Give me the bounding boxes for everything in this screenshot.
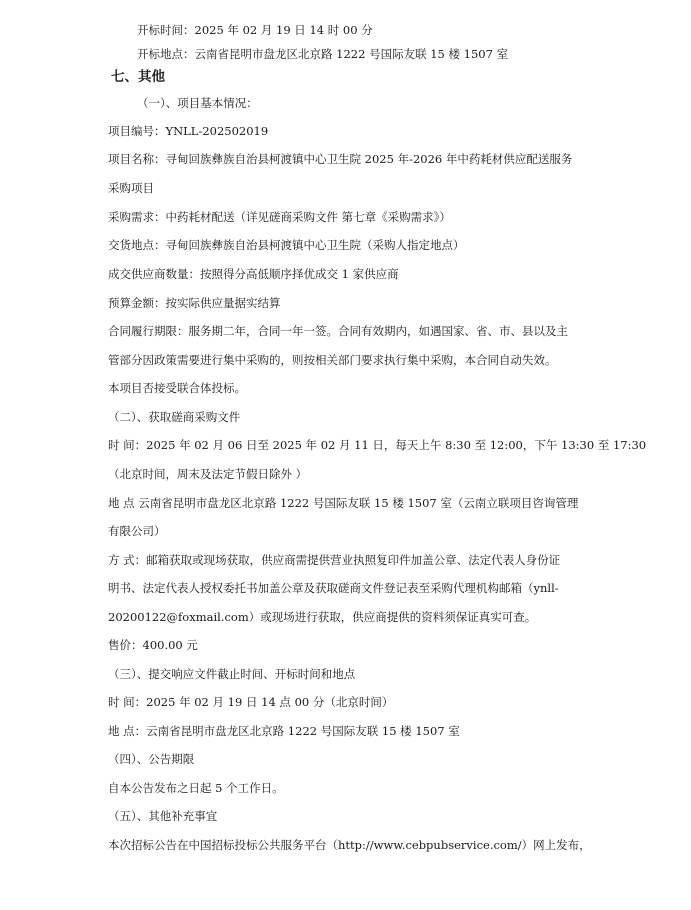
paragraph-line: 本项目否接受联合体投标。 [108, 381, 246, 395]
paragraph-line: 地 点：云南省昆明市盘龙区北京路 1222 号国际友联 15 楼 1507 室 [108, 724, 460, 738]
paragraph-line: 时 间：2025 年 02 月 19 日 14 点 00 分（北京时间） [108, 695, 394, 709]
paragraph-line: 采购项目 [108, 181, 154, 195]
section-heading: 七、其他 [111, 69, 165, 85]
paragraph-line: 合同履行期限：服务期二年，合同一年一签。合同有效期内，如遇国家、省、市、县以及主 [108, 324, 568, 338]
paragraph-line: 交货地点：寻甸回族彝族自治县柯渡镇中心卫生院（采购人指定地点） [108, 238, 465, 252]
paragraph-line: 有限公司） [108, 524, 166, 538]
paragraph-line: 自本公告发布之日起 5 个工作日。 [108, 781, 284, 795]
paragraph-line: 预算金额：按实际供应量据实结算 [108, 296, 281, 310]
opening-place: 开标地点：云南省昆明市盘龙区北京路 1222 号国际友联 15 楼 1507 室 [137, 47, 509, 61]
paragraph-line: 时 间：2025 年 02 月 06 日至 2025 年 02 月 11 日，每天上午 8:30 至 12:00，下午 13:30 至 17:30 [108, 438, 647, 452]
subsection-title: （五）、其他补充事宜 [108, 809, 218, 823]
paragraph-line: 地 点 云南省昆明市盘龙区北京路 1222 号国际友联 15 楼 1507 室（云南立联项目咨询管理 [108, 496, 579, 510]
opening-time: 开标时间：2025 年 02 月 19 日 14 时 00 分 [137, 23, 373, 37]
paragraph-line: 项目编号：YNLL-202502019 [108, 124, 269, 138]
price-line: 售价：400.00 元 [108, 638, 198, 652]
subsection-title: （一）、项目基本情况： [137, 96, 258, 110]
paragraph-line: 方 式：邮箱获取或现场获取，供应商需提供营业执照复印件加盖公章、法定代表人身份证 [108, 553, 561, 567]
email-line: 20200122@foxmail.com）或现场进行获取，供应商提供的资料须保证真实可查。 [108, 610, 537, 624]
subsection-title: （四）、公告期限 [108, 752, 195, 766]
paragraph-line: 管部分因政策需要进行集中采购的，则按相关部门要求执行集中采购，本合同自动失效。 [108, 353, 557, 367]
paragraph-line: 采购需求：中药耗材配送（详见磋商采购文件 第七章《采购需求》） [108, 210, 451, 224]
paragraph-line: 项目名称：寻甸回族彝族自治县柯渡镇中心卫生院 2025 年-2026 年中药耗材供应配送服务 [108, 152, 573, 166]
subsection-title: （三）、提交响应文件截止时间、开标时间和地点 [108, 667, 356, 681]
paragraph-line: （北京时间，周末及法定节假日除外 ） [108, 467, 308, 481]
subsection-title: （二）、获取磋商采购文件 [108, 410, 241, 424]
paragraph-line: 成交供应商数量：按照得分高低顺序择优成交 1 家供应商 [108, 267, 399, 281]
paragraph-line: 本次招标公告在中国招标投标公共服务平台（http://www.cebpubservice.com/）网上发布， [108, 838, 591, 852]
paragraph-line: 明书、法定代表人授权委托书加盖公章及获取磋商文件登记表至采购代理机构邮箱（ynll- [108, 581, 559, 595]
